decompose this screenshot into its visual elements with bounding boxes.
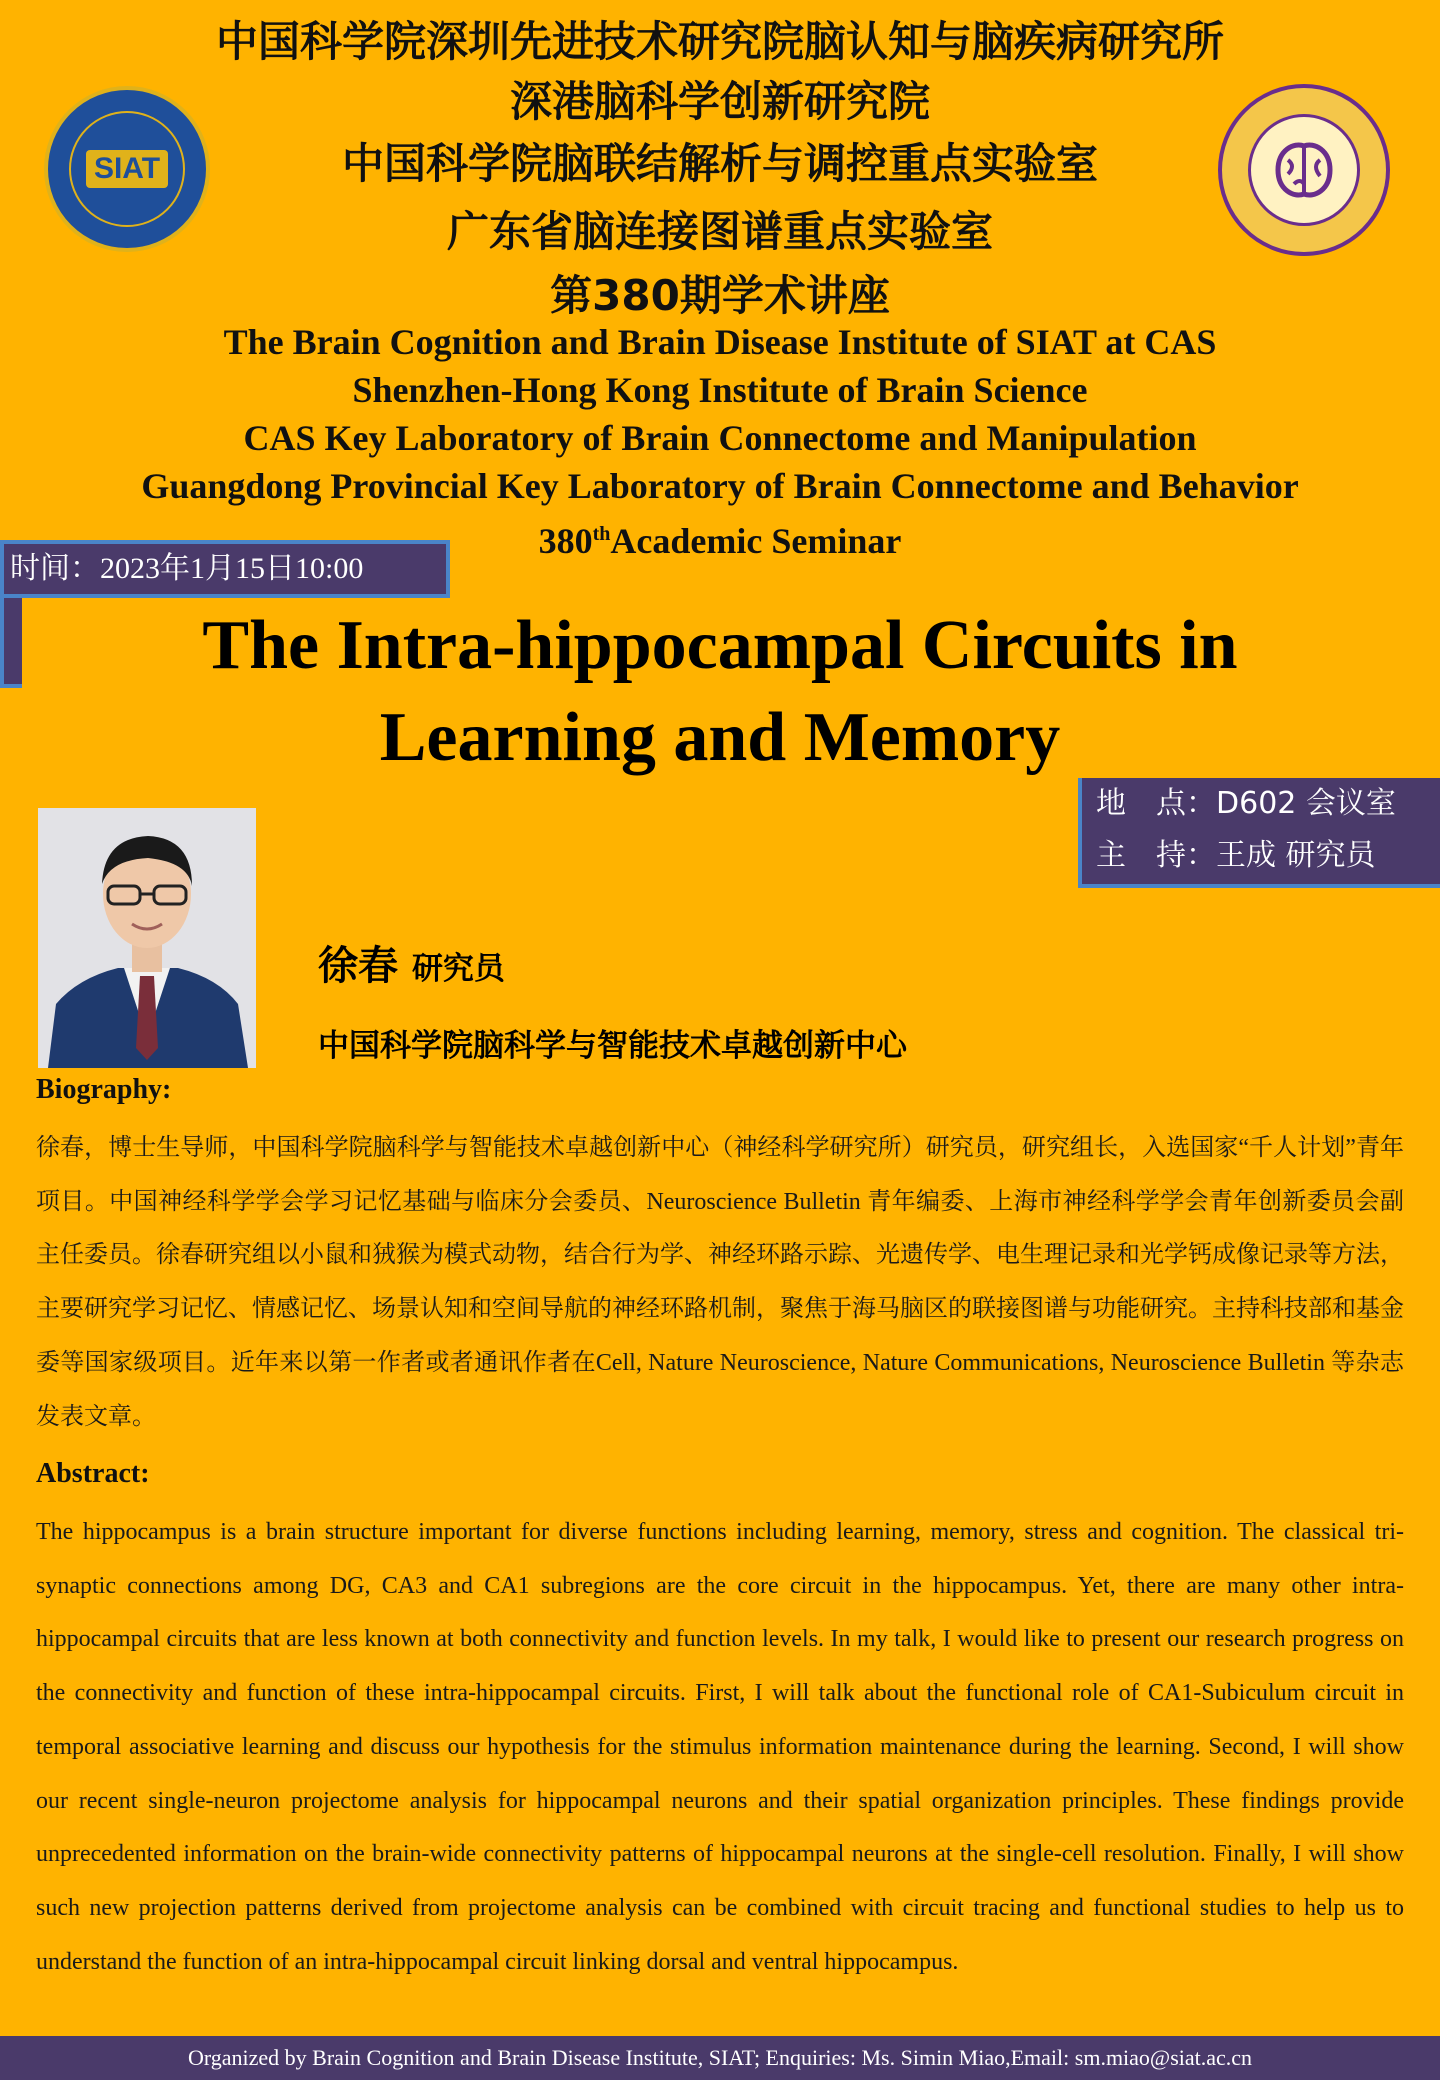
- host-label: 主 持：: [1096, 838, 1216, 873]
- biography-heading: Biography:: [36, 1074, 172, 1105]
- footer-bar: Organized by Brain Cognition and Brain Disease Institute, SIAT; Enquiries: Ms. Simin Miao,Email: sm.miao@siat.ac.cn: [0, 2036, 1440, 2080]
- host-row: [1096, 830, 1440, 882]
- speaker-name: 徐春: [318, 943, 398, 989]
- biography-text: 徐春，博士生导师，中国科学院脑科学与智能技术卓越创新中心（神经科学研究所）研究员，研究组长，入选国家“千人计划”青年项目。中国神经科学学会学习记忆基础与临床分会委员、Neuroscience Bulletin 青年编委、上海市神经科学学会青年创新委员会副主任委员。徐春研究组以小鼠和狨猴为模式动物，结合行为学、神经环路示踪、光遗传学、电生理记录和光学钙成像记录等方法，主要研究学习记忆、情感记忆、场景认知和空间导航的神经环路机制，聚焦于海马脑区的联接图谱与功能研究。主持科技部和基金委等国家级项目。近年来以第一作者或者通讯作者在Cell, Nature Neuroscience, Nature Communications, Neuroscience Bulletin 等杂志发表文章。: [36, 1135, 1404, 1430]
- header-en-line-2: Shenzhen-Hong Kong Institute of Brain Science: [352, 370, 1088, 410]
- siat-logo-mark: SIAT: [86, 150, 168, 188]
- venue-value: D602 会议室: [1216, 786, 1396, 821]
- header-en-line-3: CAS Key Laboratory of Brain Connectome and Manipulation: [243, 418, 1197, 458]
- talk-title-line-2: Learning and Memory: [379, 699, 1061, 776]
- time-value: 2023年1月15日10:00: [100, 552, 364, 585]
- header-cn-line-4: 广东省脑连接图谱重点实验室: [446, 207, 993, 256]
- venue-row: [1096, 778, 1440, 830]
- header-cn-line-5: 第380期学术讲座: [550, 271, 890, 320]
- venue-box: [1078, 778, 1440, 888]
- talk-title-line-1: The Intra-hippocampal Circuits in: [202, 607, 1238, 684]
- time-label: 时间：: [10, 551, 100, 586]
- abstract-heading: Abstract:: [36, 1458, 150, 1489]
- speaker-rank: 研究员: [411, 951, 505, 987]
- abstract-text: The hippocampus is a brain structure important for diverse functions including learning, memory, stress and cognition. The classical tri-synaptic connections among DG, CA3 and CA1 subregions are the core circuit in the hippocampus. Yet, there are many other intra-hippocampal circuits that are less known at both connectivity and function levels. In my talk, I would like to present our research progress on the connectivity and function of these intra-hippocampal circuits. First, I will talk about the functional role of CA1-Subiculum circuit in temporal associative learning and discuss our hypothesis for the stimulus information maintenance during the learning. Second, I will show our recent single-neuron projectome analysis for hippocampal neurons and their spatial organization principles. These findings provide unprecedented information on the brain-wide connectivity patterns of hippocampal neurons at the single-cell resolution. Finally, I will show such new projection patterns derived from projectome analysis can be combined with circuit tracing and functional studies to help us to understand the function of an intra-hippocampal circuit linking dorsal and ventral hippocampus.: [36, 1519, 1404, 1975]
- header-cn-line-2: 深港脑科学创新研究院: [509, 77, 930, 126]
- seminar-number-suffix: th: [592, 523, 611, 545]
- time-box: [0, 540, 450, 598]
- speaker-photo: [38, 808, 256, 1068]
- time-bracket: [0, 596, 22, 688]
- header-cn-line-1: 中国科学院深圳先进技术研究院脑认知与脑疾病研究所: [215, 17, 1224, 66]
- speaker-name-line: [318, 934, 505, 991]
- host-value: 王成 研究员: [1216, 838, 1376, 873]
- speaker-portrait: [38, 808, 256, 1068]
- seminar-label: Academic Seminar: [610, 521, 902, 561]
- header-cn-line-3: 中国科学院脑联结解析与调控重点实验室: [341, 139, 1098, 188]
- seminar-number: 380: [538, 521, 593, 561]
- speaker-organization: 中国科学院脑科学与智能技术卓越创新中心: [318, 1028, 907, 1064]
- header-en-line-4: Guangdong Provincial Key Laboratory of Brain Connectome and Behavior: [141, 466, 1299, 506]
- venue-label: 地 点：: [1096, 786, 1216, 821]
- header-en-line-1: The Brain Cognition and Brain Disease Institute of SIAT at CAS: [223, 322, 1217, 362]
